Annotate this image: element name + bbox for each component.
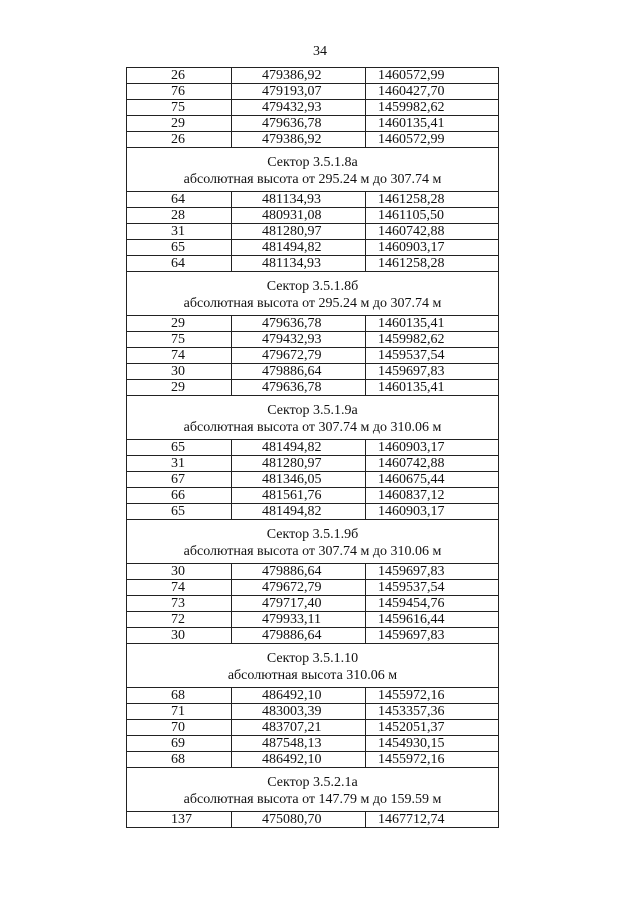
- x-coordinate-cell: 479933,11: [232, 612, 366, 628]
- table-row: [127, 688, 499, 704]
- x-coordinate-cell: 483707,21: [232, 720, 366, 736]
- y-coordinate-cell: 1459982,62: [366, 332, 499, 348]
- y-coordinate-cell: 1460742,88: [366, 456, 499, 472]
- point-number-cell: 75: [127, 332, 232, 348]
- x-coordinate-cell: 481346,05: [232, 472, 366, 488]
- section-header-row: [127, 272, 499, 316]
- y-coordinate-cell: 1460903,17: [366, 240, 499, 256]
- y-coordinate-cell: 1452051,37: [366, 720, 499, 736]
- x-coordinate-cell: 481134,93: [232, 192, 366, 208]
- y-coordinate-cell: 1460572,99: [366, 68, 499, 84]
- coordinates-table: [126, 67, 499, 828]
- x-coordinate-cell: 479193,07: [232, 84, 366, 100]
- point-number-cell: 29: [127, 116, 232, 132]
- table-row: [127, 488, 499, 504]
- y-coordinate-cell: 1467712,74: [366, 812, 499, 828]
- section-header-row: [127, 148, 499, 192]
- point-number-cell: 74: [127, 348, 232, 364]
- sector-altitude: абсолютная высота от 147.79 м до 159.59 м: [183, 791, 442, 807]
- point-number-cell: 66: [127, 488, 232, 504]
- table-row: [127, 132, 499, 148]
- y-coordinate-cell: 1459454,76: [366, 596, 499, 612]
- y-coordinate-cell: 1460572,99: [366, 132, 499, 148]
- point-number-cell: 67: [127, 472, 232, 488]
- x-coordinate-cell: 479386,92: [232, 68, 366, 84]
- table-row: [127, 348, 499, 364]
- table-row: [127, 256, 499, 272]
- table-row: [127, 332, 499, 348]
- sector-title: Сектор 3.5.1.8б: [266, 278, 359, 294]
- point-number-cell: 64: [127, 192, 232, 208]
- y-coordinate-cell: 1461258,28: [366, 192, 499, 208]
- point-number-cell: 71: [127, 704, 232, 720]
- point-number-cell: 75: [127, 100, 232, 116]
- point-number-cell: 137: [127, 812, 232, 828]
- x-coordinate-cell: 479636,78: [232, 380, 366, 396]
- page-number: 34: [313, 44, 327, 59]
- x-coordinate-cell: 487548,13: [232, 736, 366, 752]
- x-coordinate-cell: 486492,10: [232, 688, 366, 704]
- x-coordinate-cell: 479672,79: [232, 580, 366, 596]
- x-coordinate-cell: 481280,97: [232, 224, 366, 240]
- y-coordinate-cell: 1460427,70: [366, 84, 499, 100]
- table-row: [127, 472, 499, 488]
- y-coordinate-cell: 1460837,12: [366, 488, 499, 504]
- sector-altitude: абсолютная высота от 307.74 м до 310.06 м: [183, 543, 442, 559]
- y-coordinate-cell: 1460903,17: [366, 504, 499, 520]
- x-coordinate-cell: 479717,40: [232, 596, 366, 612]
- x-coordinate-cell: 475080,70: [232, 812, 366, 828]
- table-row: [127, 68, 499, 84]
- y-coordinate-cell: 1459697,83: [366, 628, 499, 644]
- y-coordinate-cell: 1459616,44: [366, 612, 499, 628]
- sector-altitude: абсолютная высота от 295.24 м до 307.74 м: [183, 171, 442, 187]
- y-coordinate-cell: 1460135,41: [366, 316, 499, 332]
- point-number-cell: 31: [127, 224, 232, 240]
- sector-title: Сектор 3.5.1.10: [266, 650, 359, 666]
- y-coordinate-cell: 1455972,16: [366, 752, 499, 768]
- x-coordinate-cell: 481134,93: [232, 256, 366, 272]
- point-number-cell: 26: [127, 68, 232, 84]
- table-row: [127, 208, 499, 224]
- point-number-cell: 68: [127, 688, 232, 704]
- point-number-cell: 72: [127, 612, 232, 628]
- point-number-cell: 31: [127, 456, 232, 472]
- table-row: [127, 564, 499, 580]
- table-row: [127, 84, 499, 100]
- coordinates-table-body: [127, 68, 499, 828]
- section-header: [127, 396, 499, 440]
- y-coordinate-cell: 1461258,28: [366, 256, 499, 272]
- point-number-cell: 29: [127, 316, 232, 332]
- section-header-row: [127, 644, 499, 688]
- point-number-cell: 30: [127, 364, 232, 380]
- x-coordinate-cell: 479432,93: [232, 332, 366, 348]
- x-coordinate-cell: 481280,97: [232, 456, 366, 472]
- x-coordinate-cell: 479672,79: [232, 348, 366, 364]
- y-coordinate-cell: 1459697,83: [366, 564, 499, 580]
- y-coordinate-cell: 1459537,54: [366, 348, 499, 364]
- x-coordinate-cell: 479886,64: [232, 564, 366, 580]
- y-coordinate-cell: 1460903,17: [366, 440, 499, 456]
- point-number-cell: 65: [127, 504, 232, 520]
- y-coordinate-cell: 1453357,36: [366, 704, 499, 720]
- y-coordinate-cell: 1460675,44: [366, 472, 499, 488]
- section-header: [127, 272, 499, 316]
- table-row: [127, 736, 499, 752]
- sector-altitude: абсолютная высота от 307.74 м до 310.06 м: [183, 419, 442, 435]
- table-row: [127, 612, 499, 628]
- sector-title: Сектор 3.5.1.9а: [267, 402, 358, 418]
- table-row: [127, 720, 499, 736]
- table-row: [127, 752, 499, 768]
- section-header: [127, 148, 499, 192]
- table-row: [127, 440, 499, 456]
- y-coordinate-cell: 1459697,83: [366, 364, 499, 380]
- section-header: [127, 644, 499, 688]
- x-coordinate-cell: 483003,39: [232, 704, 366, 720]
- table-row: [127, 456, 499, 472]
- x-coordinate-cell: 479432,93: [232, 100, 366, 116]
- y-coordinate-cell: 1460742,88: [366, 224, 499, 240]
- table-row: [127, 224, 499, 240]
- table-row: [127, 316, 499, 332]
- sector-title: Сектор 3.5.1.9б: [266, 526, 359, 542]
- sector-title: Сектор 3.5.2.1а: [267, 774, 358, 790]
- point-number-cell: 29: [127, 380, 232, 396]
- point-number-cell: 74: [127, 580, 232, 596]
- point-number-cell: 68: [127, 752, 232, 768]
- y-coordinate-cell: 1459537,54: [366, 580, 499, 596]
- table-row: [127, 704, 499, 720]
- y-coordinate-cell: 1461105,50: [366, 208, 499, 224]
- point-number-cell: 26: [127, 132, 232, 148]
- table-row: [127, 364, 499, 380]
- x-coordinate-cell: 481494,82: [232, 440, 366, 456]
- section-header: [127, 520, 499, 564]
- point-number-cell: 65: [127, 440, 232, 456]
- point-number-cell: 76: [127, 84, 232, 100]
- table-row: [127, 596, 499, 612]
- y-coordinate-cell: 1459982,62: [366, 100, 499, 116]
- point-number-cell: 65: [127, 240, 232, 256]
- sector-altitude: абсолютная высота от 295.24 м до 307.74 м: [183, 295, 442, 311]
- table-row: [127, 812, 499, 828]
- section-header-row: [127, 396, 499, 440]
- x-coordinate-cell: 479886,64: [232, 628, 366, 644]
- x-coordinate-cell: 481561,76: [232, 488, 366, 504]
- table-row: [127, 100, 499, 116]
- x-coordinate-cell: 479386,92: [232, 132, 366, 148]
- y-coordinate-cell: 1455972,16: [366, 688, 499, 704]
- x-coordinate-cell: 481494,82: [232, 504, 366, 520]
- point-number-cell: 64: [127, 256, 232, 272]
- table-row: [127, 192, 499, 208]
- table-row: [127, 240, 499, 256]
- point-number-cell: 70: [127, 720, 232, 736]
- section-header-row: [127, 768, 499, 812]
- section-header-row: [127, 520, 499, 564]
- x-coordinate-cell: 480931,08: [232, 208, 366, 224]
- x-coordinate-cell: 486492,10: [232, 752, 366, 768]
- x-coordinate-cell: 479636,78: [232, 116, 366, 132]
- y-coordinate-cell: 1460135,41: [366, 380, 499, 396]
- table-row: [127, 628, 499, 644]
- table-row: [127, 380, 499, 396]
- section-header: [127, 768, 499, 812]
- x-coordinate-cell: 479636,78: [232, 316, 366, 332]
- x-coordinate-cell: 479886,64: [232, 364, 366, 380]
- point-number-cell: 73: [127, 596, 232, 612]
- point-number-cell: 69: [127, 736, 232, 752]
- sector-title: Сектор 3.5.1.8а: [267, 154, 358, 170]
- point-number-cell: 28: [127, 208, 232, 224]
- y-coordinate-cell: 1454930,15: [366, 736, 499, 752]
- point-number-cell: 30: [127, 564, 232, 580]
- x-coordinate-cell: 481494,82: [232, 240, 366, 256]
- table-row: [127, 116, 499, 132]
- table-row: [127, 580, 499, 596]
- y-coordinate-cell: 1460135,41: [366, 116, 499, 132]
- point-number-cell: 30: [127, 628, 232, 644]
- table-row: [127, 504, 499, 520]
- sector-altitude: абсолютная высота 310.06 м: [227, 667, 398, 683]
